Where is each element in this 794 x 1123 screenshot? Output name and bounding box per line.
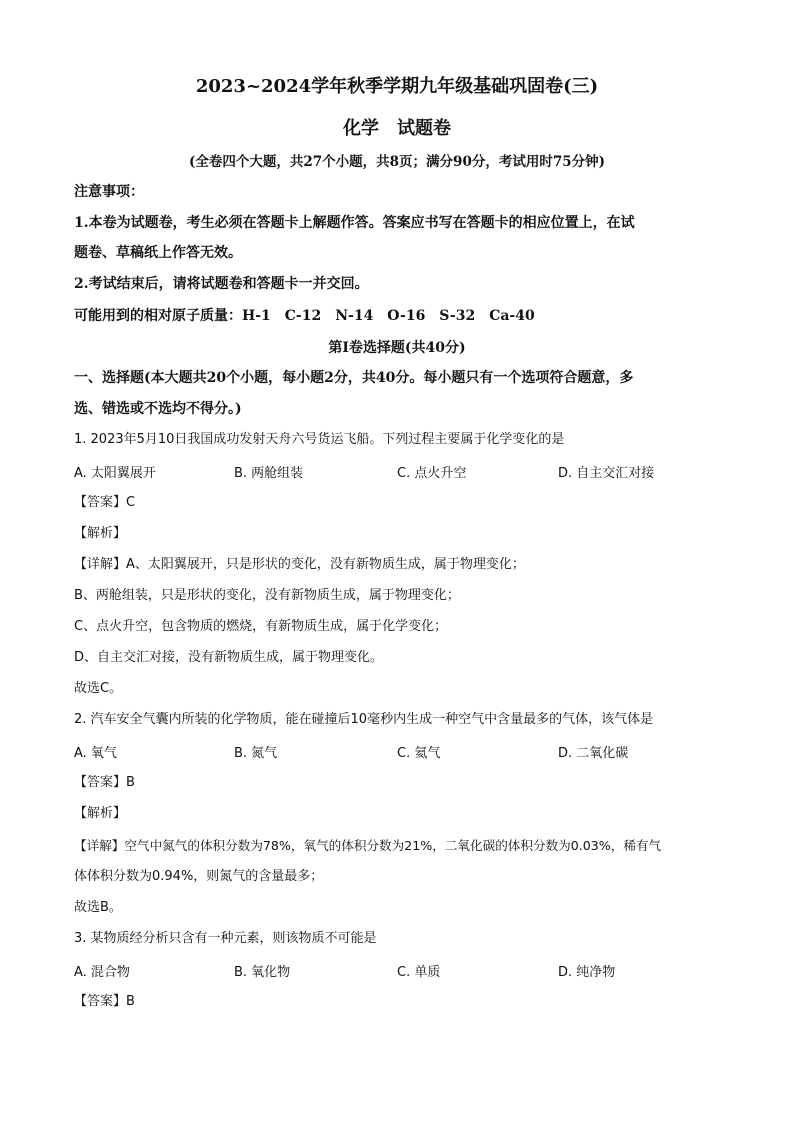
question-2-analysis: 【解析】 <box>74 806 127 821</box>
question-3-option-c: C. 单质 <box>397 965 441 980</box>
question-1-detail-4: D、自主交汇对接，没有新物质生成，属于物理变化。 <box>74 650 384 665</box>
question-3-option-d: D. 纯净物 <box>558 965 616 980</box>
question-2-option-c: C. 氦气 <box>397 746 441 761</box>
notice-item-2: 2.考试结束后，请将试题卷和答题卡一并交回。 <box>74 276 369 292</box>
notice-heading: 注意事项： <box>74 184 144 200</box>
question-2-option-a: A. 氧气 <box>74 746 117 761</box>
question-1-analysis: 【解析】 <box>74 526 127 541</box>
question-2-detail-2: 体体积分数为0.94%，则氮气的含量最多； <box>74 869 324 884</box>
question-2-answer: 【答案】B <box>74 775 135 790</box>
question-1-option-d: D. 自主交汇对接 <box>558 466 655 481</box>
question-1-option-b: B. 两舱组装 <box>234 466 304 481</box>
question-1-option-a: A. 太阳翼展开 <box>74 466 156 481</box>
notice-item-1-line-2: 题卷、草稿纸上作答无效。 <box>74 245 242 261</box>
question-1-detail-3: C、点火升空，包含物质的燃烧，有新物质生成，属于化学变化； <box>74 619 448 634</box>
question-2-detail-1: 【详解】空气中氮气的体积分数为78%，氧气的体积分数为21%，二氧化碳的体积分数为0.03%，稀有气 <box>74 838 662 853</box>
question-2-option-d: D. 二氧化碳 <box>558 746 629 761</box>
question-2-stem: 2. 汽车安全气囊内所装的化学物质，能在碰撞后10毫秒内生成一种空气中含量最多的气体，该气体是 <box>74 712 654 727</box>
question-1-detail-2: B、两舱组装，只是形状的变化，没有新物质生成，属于物理变化； <box>74 588 460 603</box>
section-intro-line-2: 选、错选或不选均不得分。) <box>74 401 242 417</box>
notice-item-1-line-1: 1.本卷为试题卷，考生必须在答题卡上解题作答。答案应书写在答题卡的相应位置上，在试 <box>74 215 635 231</box>
section-intro-line-1: 一、选择题(本大题共20个小题，每小题2分，共40分。每小题只有一个选项符合题意，多 <box>74 370 634 386</box>
question-3-option-b: B. 氧化物 <box>234 965 291 980</box>
question-1-answer: 【答案】C <box>74 495 136 510</box>
section-title: 第Ⅰ卷选择题(共40分) <box>328 340 466 356</box>
question-1-option-c: C. 点火升空 <box>397 466 467 481</box>
question-2-option-b: B. 氮气 <box>234 746 278 761</box>
atomic-mass-line: 可能用到的相对原子质量：H-1 C-12 N-14 O-16 S-32 Ca-40 <box>74 308 535 324</box>
question-3-stem: 3. 某物质经分析只含有一种元素，则该物质不可能是 <box>74 931 377 946</box>
exam-info: (全卷四个大题，共27个小题，共8页；满分90分，考试用时75分钟) <box>188 154 606 170</box>
question-3-option-a: A. 混合物 <box>74 965 130 980</box>
exam-subtitle: 化学 试题卷 <box>343 118 451 139</box>
question-2-conclusion: 故选B。 <box>74 900 122 915</box>
question-1-stem: 1. 2023年5月10日我国成功发射天舟六号货运飞船。下列过程主要属于化学变化的是 <box>74 432 565 447</box>
exam-title: 2023~2024学年秋季学期九年级基础巩固卷(三) <box>195 76 599 97</box>
question-1-detail-1: 【详解】A、太阳翼展开，只是形状的变化，没有新物质生成，属于物理变化； <box>74 557 525 572</box>
question-1-conclusion: 故选C。 <box>74 681 123 696</box>
question-3-answer: 【答案】B <box>74 994 135 1009</box>
